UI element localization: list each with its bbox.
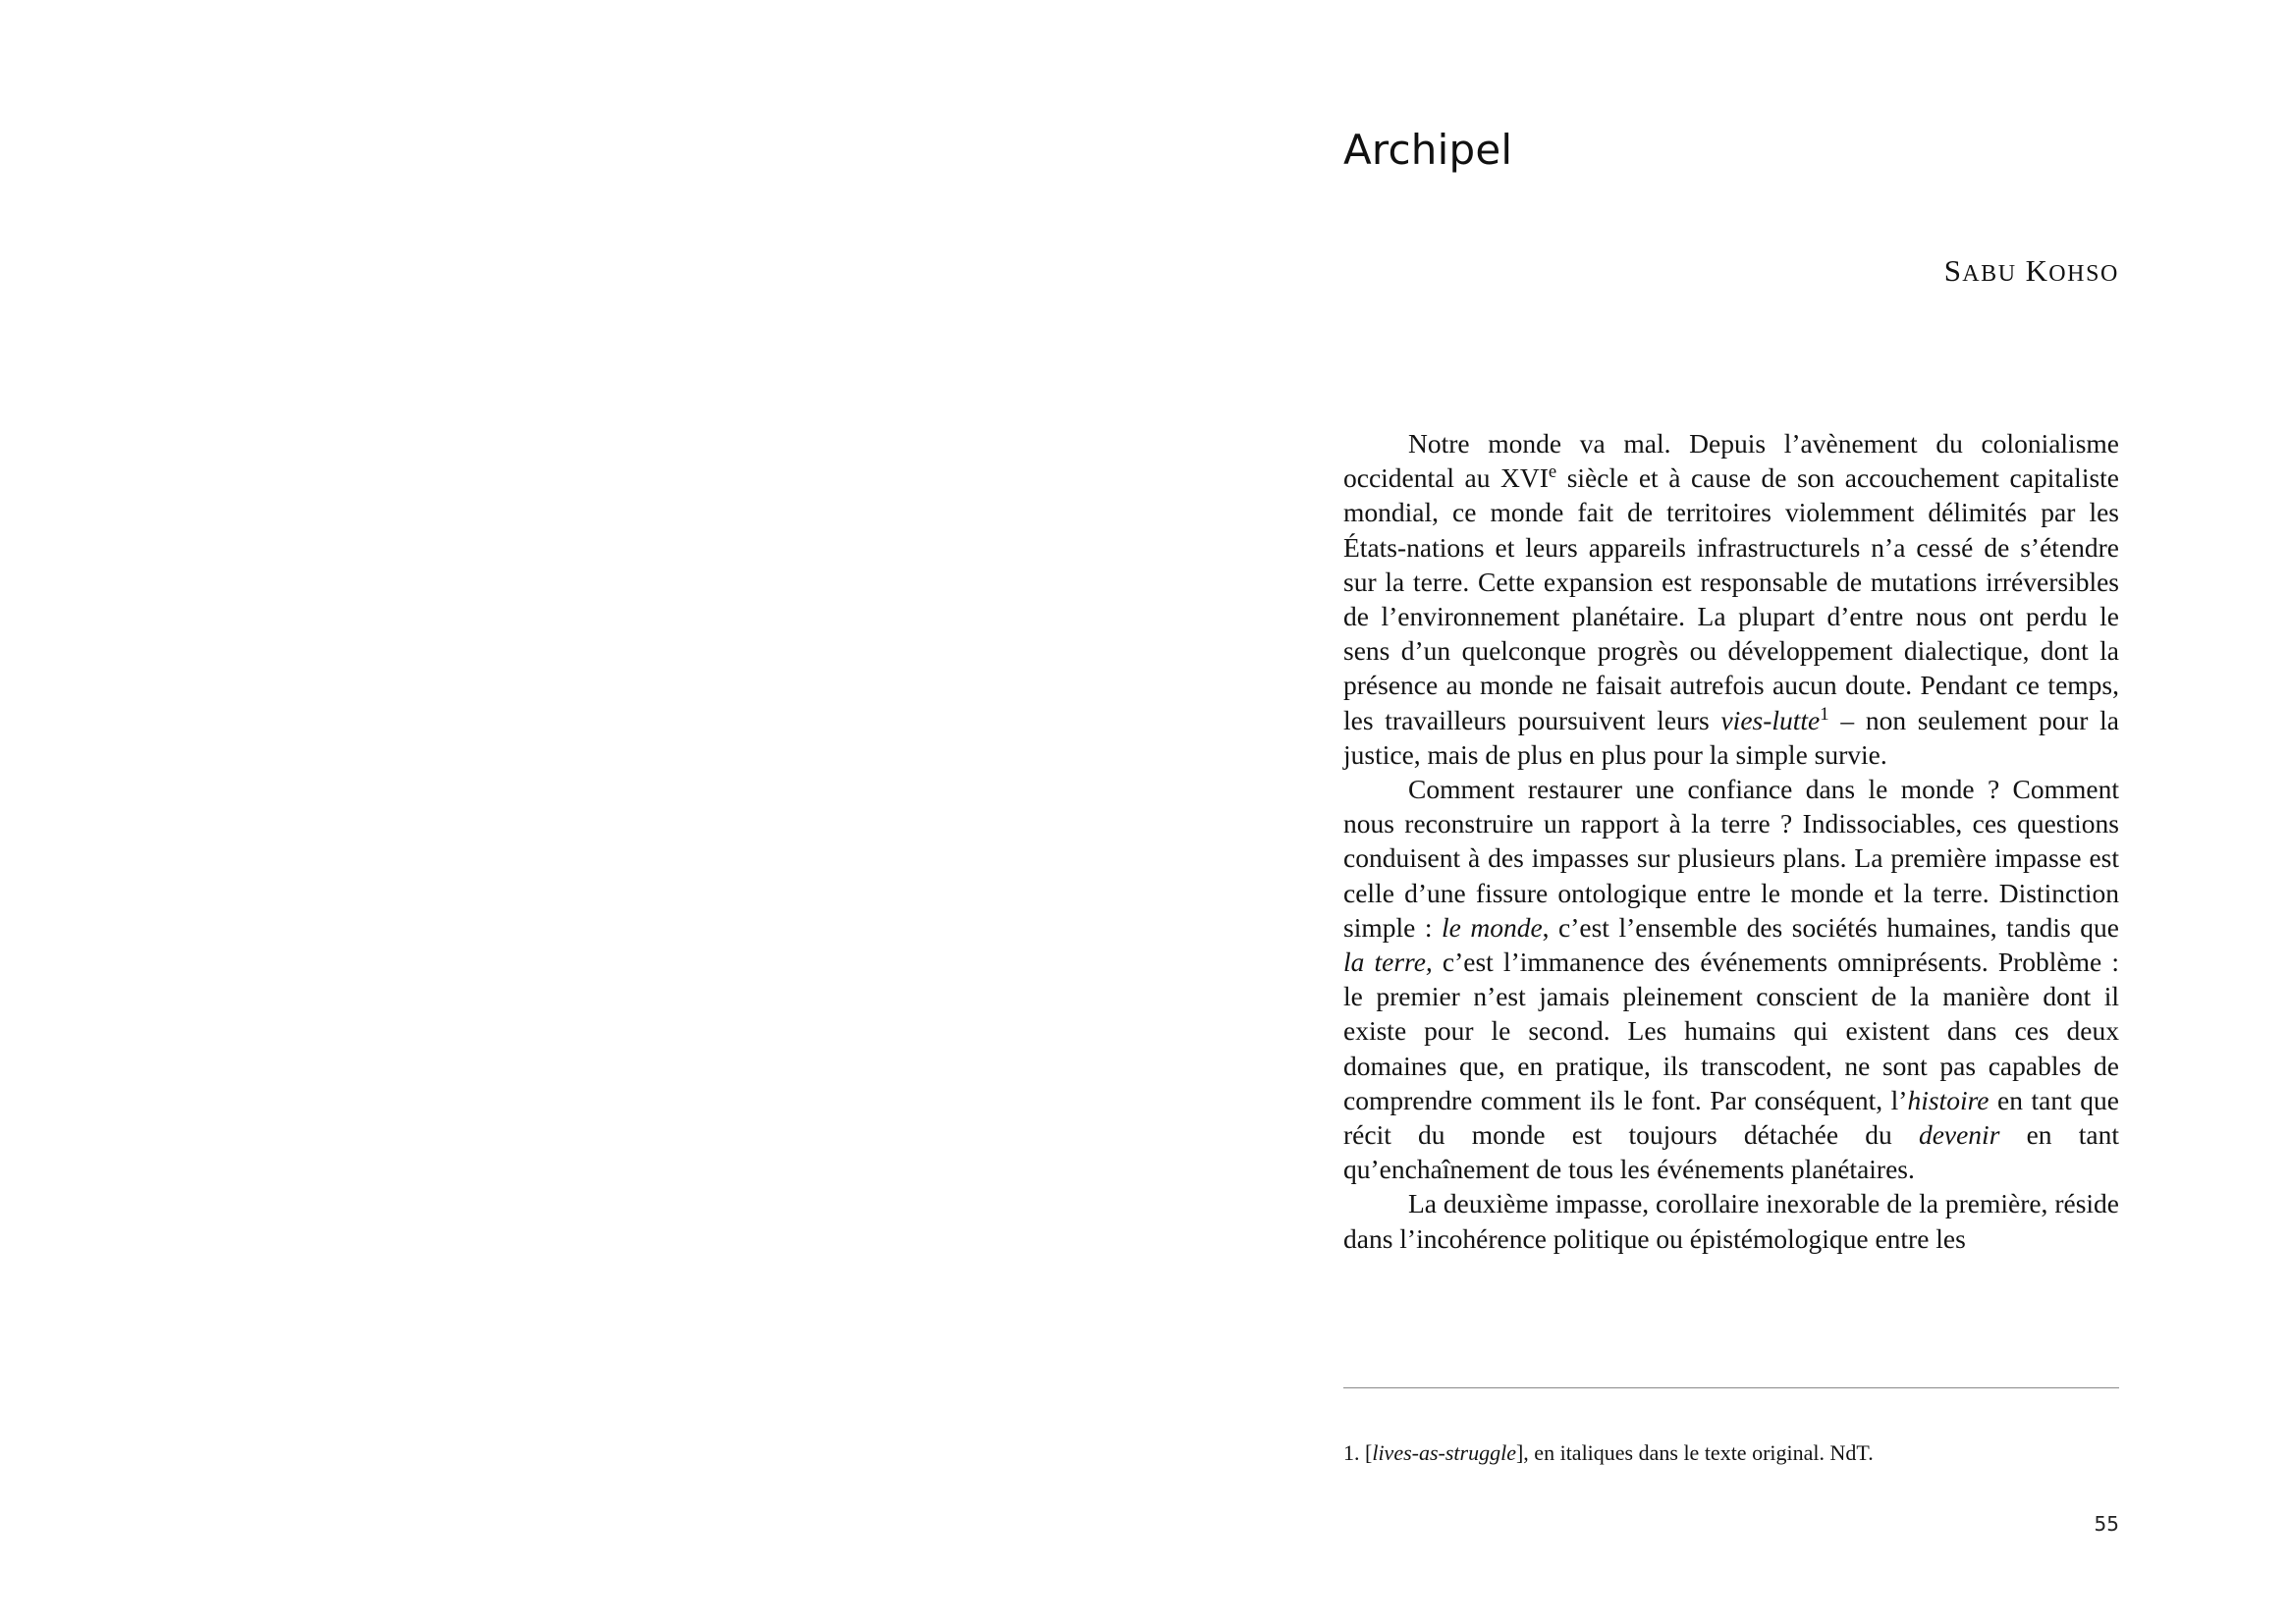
paragraph-1-italic-term: vies-lutte bbox=[1720, 704, 1821, 735]
footnote-italic-term: lives-as-struggle bbox=[1372, 1440, 1516, 1465]
paragraph-1-part-c: – non seulement pour la justice, mais de plus en plus pour la simple survie. bbox=[1343, 704, 2119, 770]
footnote-separator bbox=[1343, 1387, 2119, 1388]
paragraph-1-part-b: siècle et à cause de son accouchement capitaliste mondial, ce monde fait de territoires violemment délimités par les États-nations et leurs appareils infrastructurels n’a cessé de s’étendre sur la terre. Cette expansion est responsable de mutations irréversibles de l’environnement planétaire. La plupart d’entre nous ont perdu le sens d’un quelconque progrès ou développement dialectique, dont la présence au monde ne faisait autrefois aucun doute. Pendant ce temps, les travailleurs poursuivent leurs bbox=[1343, 462, 2120, 735]
paragraph-2 bbox=[1343, 772, 2119, 1186]
paragraph-2-italic-devenir: devenir bbox=[1918, 1119, 2000, 1151]
paragraph-1 bbox=[1343, 426, 2119, 772]
paragraph-2-part-c: c’est l’immanence des événements omniprésents. Problème : le premier n’est jamais pleinement conscient de la manière dont il existe pour le second. Les humains qui existent dans ces deux domaines que, en pratique, ils transcodent, ne sont pas capables de comprendre comment ils le font. Par conséquent, l’ bbox=[1343, 947, 2119, 1115]
footnote-number: 1. [ bbox=[1343, 1440, 1373, 1465]
paragraph-2-italic-histoire: histoire bbox=[1907, 1084, 1989, 1115]
author-space bbox=[2017, 253, 2026, 288]
author-byline bbox=[1944, 253, 2119, 289]
century-superscript: e bbox=[1548, 461, 1557, 483]
footnote-1 bbox=[1343, 1439, 2119, 1467]
footnote-marker-1[interactable]: 1 bbox=[1820, 703, 1829, 725]
paragraph-2-part-a: Comment restaurer une confiance dans le monde ? Comment nous reconstruire un rapport à la terre ? Indissociables, ces questions conduisent à des impasses sur plusieurs plans. La première impasse est celle d’une fissure ontologique entre le monde et la terre. Distinction simple : bbox=[1343, 774, 2119, 943]
author-first-rest: ABU bbox=[1962, 261, 2017, 287]
paragraph-3: La deuxième impasse, corollaire inexorable de la première, réside dans l’incohérence politique ou épistémologique entre les bbox=[1343, 1188, 2119, 1254]
paragraph-2-italic-la-terre: la terre, bbox=[1343, 947, 1433, 978]
footnote-rest: ], en italiques dans le texte original. NdT. bbox=[1515, 1440, 1874, 1465]
body-text bbox=[1343, 426, 2119, 1256]
paragraph-2-italic-le-monde: le monde bbox=[1441, 911, 1543, 943]
page-title: Archipel bbox=[1343, 126, 1513, 175]
author-last-initial: K bbox=[2025, 253, 2049, 288]
paragraph-2-part-d: en tant que récit du monde est toujours détachée du bbox=[1343, 1084, 2119, 1151]
author-first-initial: S bbox=[1943, 253, 1963, 288]
paragraph-2-part-e: en tant qu’enchaînement de tous les événements planétaires. bbox=[1343, 1119, 2119, 1185]
page-number: 55 bbox=[2094, 1512, 2119, 1536]
author-last-rest: OHSO bbox=[2048, 261, 2119, 287]
paragraph-1-part-a: Notre monde va mal. Depuis l’avènement du colonialisme occidental au XVI bbox=[1343, 428, 2119, 494]
paragraph-2-part-b: , c’est l’ensemble des sociétés humaines, tandis que bbox=[1542, 911, 2119, 943]
